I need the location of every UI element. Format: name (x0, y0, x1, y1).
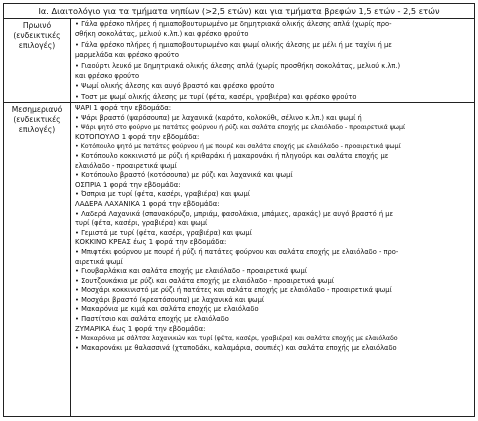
lunch-label-main: Μεσημεριανό (11, 105, 63, 114)
lunch-category-heading: ΟΣΠΡΙΑ 1 φορά την εβδομάδα: (75, 180, 181, 189)
lunch-line: • Σουτζουκάκια με ρύζι και σαλάτα εποχής με ελαιόλαδο - προαιρετικά ψωμί (75, 276, 335, 285)
lunch-line: • Μακαρόνια με κιμά και σαλάτα εποχής με ελαιόλαδο (75, 305, 259, 314)
lunch-line: • Μοσχάρι κοκκινιστό με ρύζι ή πατάτες και σαλάτα εποχής με ελαιόλαδο - προαιρετικά ψωμί (75, 286, 392, 295)
lunch-line: • Γιουβαρλάκια και σαλάτα εποχής με ελαιόλαδο - προαιρετικά ψωμί (75, 267, 307, 276)
breakfast-label-sub: (ενδεικτικές επιλογές) (13, 31, 61, 50)
meal-plan-table (3, 3, 475, 417)
breakfast-line: • Γάλα φρέσκο πλήρες ή ημιαποβουτυρωμένο και ψωμί ολικής άλεσης με μέλι ή με ταχίνι ή με (75, 40, 392, 49)
breakfast-row (4, 18, 474, 103)
lunch-line: • Κοτόπουλο ψητό με πατάτες φούρνου ή με πουρέ και σαλάτα εποχής με ελαιόλαδο - προαιρετικά ψωμί (75, 143, 401, 151)
lunch-line: • Όσπρια με τυρί (φέτα, κασέρι, γραβιέρα) και ψωμί (75, 190, 251, 199)
lunch-line: • Ψάρι ψητό στο φούρνο με πατάτες φούρνου ή ρύζι και σαλάτα εποχής με ελαιόλαδο - προαιρετικά ψωμί (75, 124, 406, 132)
breakfast-label-main: Πρωινό (22, 21, 52, 30)
lunch-line: • Κοτόπουλο κοκκινιστό με ρύζι ή κριθαράκι ή μακαρονάκι ή πληγούρι και σαλάτα εποχής με (75, 151, 389, 160)
lunch-label (4, 102, 71, 416)
breakfast-line: • Γάλα φρέσκο πλήρες ή ημιαποβουτυρωμένο με δημητριακά ολικής άλεσης απλά (χωρίς προ- (75, 20, 392, 28)
lunch-label-sub: (ενδεικτικές επιλογές) (13, 115, 61, 134)
breakfast-line: σθήκη σοκολάτας, μελιού κ.λπ.) και φρέσκο φρούτο (75, 30, 249, 39)
breakfast-line: • Τοστ με ψωμί ολικής άλεσης με τυρί (φέτα, κασέρι, γραβιέρα) και φρέσκο φρούτο (75, 92, 357, 101)
lunch-category-heading: ΖΥΜΑΡΙΚΑ έως 1 φορά την εβδομάδα: (75, 324, 206, 333)
lunch-line: • Λαδερά Λαχανικά (σπανακόρυζο, μπριάμ, φασολάκια, μπάμιες, αρακάς) με αυγό βραστό ή με (75, 209, 394, 218)
lunch-line: • Μοσχάρι βραστό (κρεατόσουπα) με λαχανικά και ψωμί (75, 295, 265, 304)
table-title: Ια. Διαιτολόγιο για τα τμήματα νηπίων (>2,5 ετών) και για τμήματα βρεφών 1,5 ετών - 2,5 ετών (4, 4, 474, 19)
lunch-line: ελαιόλαδο - προαιρετικά ψωμί (75, 161, 177, 170)
lunch-row (4, 102, 474, 416)
lunch-line: αιρετικά ψωμί (75, 257, 123, 266)
lunch-line: • Κοτόπουλο βραστό (κοτόσουπα) με ρύζι και λαχανικά και ψωμί (75, 171, 293, 180)
lunch-line: • Γεμιστά με τυρί (φέτα, κασέρι, γραβιέρα) και ψωμί (75, 228, 252, 237)
lunch-options (75, 104, 472, 353)
breakfast-line: μαρμελάδα και φρέσκο φρούτο (75, 51, 179, 60)
lunch-line: τυρί (φέτα, κασέρι, γραβιέρα) και ψωμί (75, 219, 208, 228)
lunch-category-heading: ΚΟΤΟΠΟΥΛΟ 1 φορά την εβδομάδα: (75, 132, 200, 141)
breakfast-label (4, 18, 71, 102)
lunch-line: • Παστίτσιο και σαλάτα εποχής με ελαιόλαδο (75, 315, 229, 324)
lunch-category-heading: ΨΑΡΙ 1 φορά την εβδομάδα: (75, 104, 172, 112)
breakfast-line: και φρέσκο φρούτο (75, 72, 140, 81)
breakfast-line: • Ψωμί ολικής άλεσης και αυγό βραστό και φρέσκο φρούτο (75, 82, 275, 91)
breakfast-options (75, 19, 472, 102)
lunch-line: • Μακαρόνια με σάλτσα λαχανικών και τυρί (φέτα, κασέρι, γραβιέρα) και σαλάτα εποχής με ελαιόλαδο (75, 335, 398, 343)
lunch-line: • Μακαρονάκι με θαλασσινά (χταποδάκι, καλαμάρια, σουπιές) και σαλάτα εποχής με ελαιόλαδο (75, 343, 397, 352)
breakfast-line: • Γιαούρτι λευκό με δημητριακά ολικής άλεσης απλά (χωρίς προσθήκη σοκολάτας, μελιού κ.λπ.) (75, 61, 401, 70)
lunch-line: • Μπιφτέκι φούρνου με πουρέ ή ρύζι ή πατάτες φούρνου και σαλάτα εποχής με ελαιόλαδο - προ- (75, 247, 399, 256)
lunch-category-heading: ΚΟΚΚΙΝΟ ΚΡΕΑΣ έως 1 φορά την εβδομάδα: (75, 238, 227, 247)
lunch-line: • Ψάρι βραστό (ψαρόσουπα) με λαχανικά (καρότο, κολοκύθι, σέλινο κ.λπ.) και ψωμί ή (75, 113, 362, 122)
lunch-category-heading: ΛΑΔΕΡΑ ΛΑΧΑΝΙΚΑ 1 φορά την εβδομάδα: (75, 199, 220, 208)
